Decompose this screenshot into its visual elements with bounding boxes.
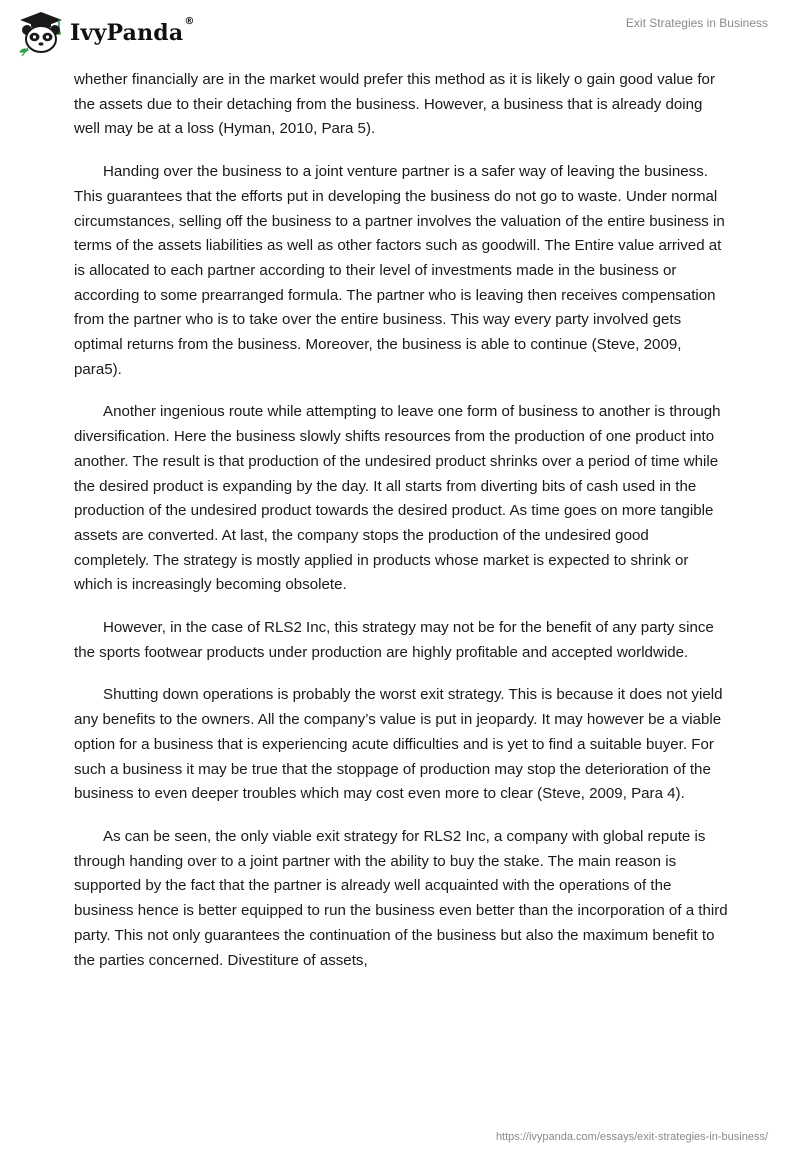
paragraph: Handing over the business to a joint venture partner is a safer way of leaving the business. This guarantees that the efforts put in developing the business do not go to waste. Under normal circumstances, selling off the business to a partner involves the valuation of the entire business in terms of the assets liabilities as well as other factors such as goodwill. The Entire value arrived at is allocated to each partner according to their level of investments made in the business or according to some prearranged formula. The partner who is leaving then receives compensation from the partner who is to take over the entire business. This way every party involved gets optimal returns from the business. Moreover, the business is able to continue (Steve, 2009, para5). (74, 163, 725, 378)
logo-wordmark: IvyPanda® (70, 16, 195, 46)
paragraph: Another ingenious route while attempting to leave one form of business to another is through diversification. Here the business slowly shifts resources from the production of one product into another. The result is that production of the undesired product shrinks over a period of time while the desired product is expanding by the day. It all starts from diverting bits of cash used in the production of the undesired product towards the desired product. As time goes on more tangible assets are converted. At last, the company stops the production of the undesired good completely. The strategy is mostly applied in products whose market is expected to shrink or which is increasingly becoming obsolete. (74, 403, 721, 594)
ivypanda-logo[interactable] (16, 8, 195, 58)
essay-body (74, 68, 728, 991)
paragraph: As can be seen, the only viable exit strategy for RLS2 Inc, a company with global repute is through handing over to a joint partner with the ability to buy the stake. The main reason is supported by the fact that the partner is already well acquainted with the operations of the business hence is better equipped to run the business even better than the incorporation of a third party. This not only guarantees the continuation of the business but also the maximum benefit to the parties concerned. Divestiture of assets, (74, 827, 728, 969)
paragraph: whether financially are in the market would prefer this method as it is likely o gain good value for the assets due to their detaching from the business. However, a business that is already doing well may be at a loss (Hyman, 2010, Para 5). (74, 71, 715, 138)
source-url[interactable]: https://ivypanda.com/essays/exit-strategies-in-business/ (495, 1131, 768, 1143)
paragraph: However, in the case of RLS2 Inc, this strategy may not be for the benefit of any party since the sports footwear products under production are highly profitable and accepted worldwide. (74, 619, 714, 661)
paragraph: Shutting down operations is probably the worst exit strategy. This is because it does not yield any benefits to the owners. All the company’s value is put in jeopardy. It may however be a viable option for a business that is experiencing acute difficulties and is yet to find a suitable buyer. For such a business it may be true that the stoppage of production may stop the deterioration of the business to even deeper troubles which may cost even more to clear (Steve, 2009, Para 4). (74, 686, 723, 803)
panda-graduate-icon (16, 8, 66, 58)
page-header (0, 0, 800, 64)
document-title: Exit Strategies in Business (625, 16, 768, 30)
registered-mark: ® (184, 16, 195, 27)
